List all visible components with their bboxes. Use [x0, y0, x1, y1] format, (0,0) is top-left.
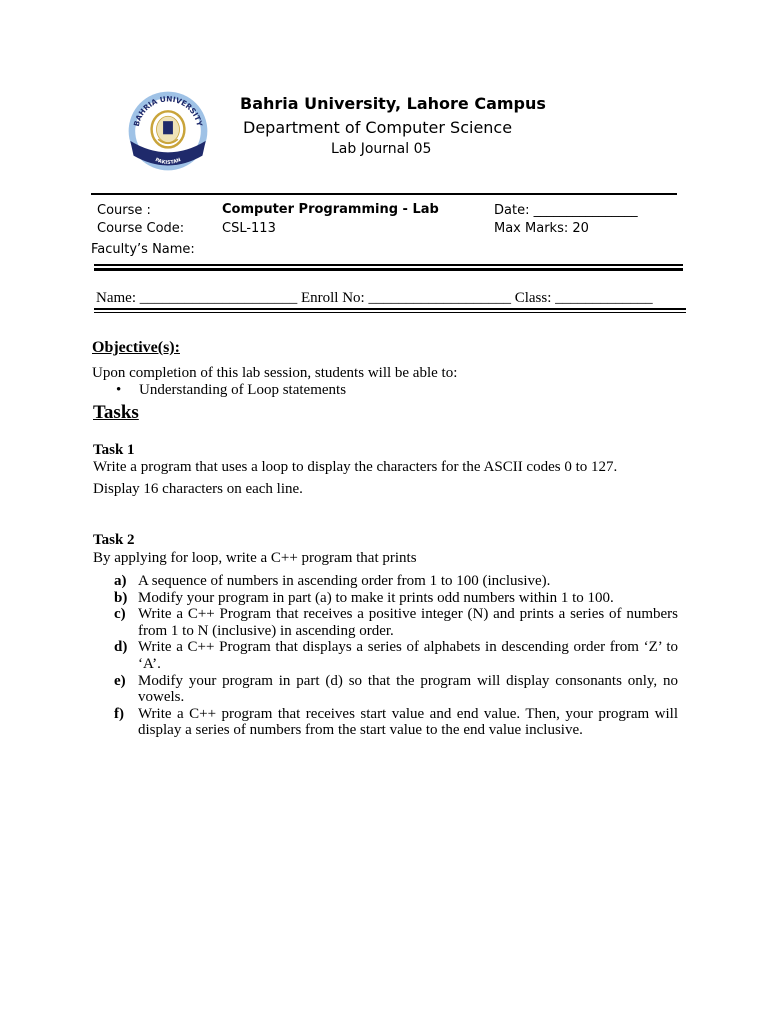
task1-line1: Write a program that uses a loop to display the characters for the ASCII codes 0 to 127.	[93, 459, 618, 475]
department-name: Department of Computer Science	[243, 118, 513, 137]
lab-journal-title: Lab Journal 05	[331, 141, 432, 157]
list-item-text: Modify your program in part (a) to make it prints odd numbers within 1 to 100.	[138, 589, 614, 606]
list-item	[114, 673, 678, 706]
tasks-heading: Tasks	[93, 402, 139, 423]
list-item-text: A sequence of numbers in ascending order from 1 to 100 (inclusive).	[138, 573, 551, 589]
info-divider-top	[94, 264, 683, 266]
list-marker: a)	[114, 573, 127, 589]
list-item-text: Write a C++ Program that receives a positive integer (N) and prints a series of numbers from 1 to N (inclusive) in ascending order.	[138, 606, 678, 639]
course-value: Computer Programming - Lab	[222, 202, 439, 217]
svg-text:BAHRIA UNIVERSITY: BAHRIA UNIVERSITY	[131, 94, 205, 128]
list-item-text: Write a C++ Program that displays a series of alphabets in descending order from ‘Z’ to ‘A’.	[138, 639, 678, 672]
max-marks: Max Marks: 20	[494, 221, 589, 236]
bullet-marker: •	[116, 382, 122, 398]
student-details-line: Name: _____________________ Enroll No: ___________________ Class: _____________	[96, 290, 653, 306]
list-item	[114, 606, 678, 639]
course-code-value: CSL-113	[222, 221, 276, 236]
header-divider	[91, 193, 677, 195]
list-marker: c)	[114, 606, 126, 623]
list-marker: d)	[114, 639, 128, 656]
course-code-label: Course Code:	[97, 221, 185, 236]
task2-intro: By applying for loop, write a C++ program that prints	[93, 550, 417, 566]
course-label: Course :	[97, 203, 151, 218]
svg-text:PAKISTAN: PAKISTAN	[154, 157, 182, 166]
list-item-text: Write a C++ program that receives start value and end value. Then, your program will display a series of numbers from the start value to the end value inclusive.	[138, 705, 678, 739]
task1-line2: Display 16 characters on each line.	[93, 481, 303, 497]
objectives-intro: Upon completion of this lab session, students will be able to:	[92, 365, 458, 381]
objective-item: Understanding of Loop statements	[139, 382, 347, 398]
list-item-text: Modify your program in part (d) so that the program will display consonants only, no vowels.	[138, 672, 678, 706]
list-marker: f)	[114, 705, 124, 722]
task2-title: Task 2	[93, 532, 135, 548]
bahria-university-logo	[127, 90, 209, 172]
date-field: Date: ________________	[494, 203, 638, 218]
list-item	[114, 639, 678, 672]
university-name: Bahria University, Lahore Campus	[240, 94, 546, 113]
list-marker: b)	[114, 589, 128, 606]
task1-title: Task 1	[93, 442, 135, 458]
list-item	[114, 706, 678, 739]
objectives-heading: Objective(s):	[92, 339, 180, 356]
list-item	[114, 590, 678, 607]
list-marker: e)	[114, 672, 126, 689]
faculty-name-label: Faculty’s Name:	[91, 242, 195, 257]
student-divider-bottom	[94, 312, 686, 313]
info-divider-bottom	[94, 268, 683, 271]
task2-list	[114, 573, 678, 739]
list-item	[114, 573, 678, 590]
student-divider-top	[94, 308, 686, 310]
